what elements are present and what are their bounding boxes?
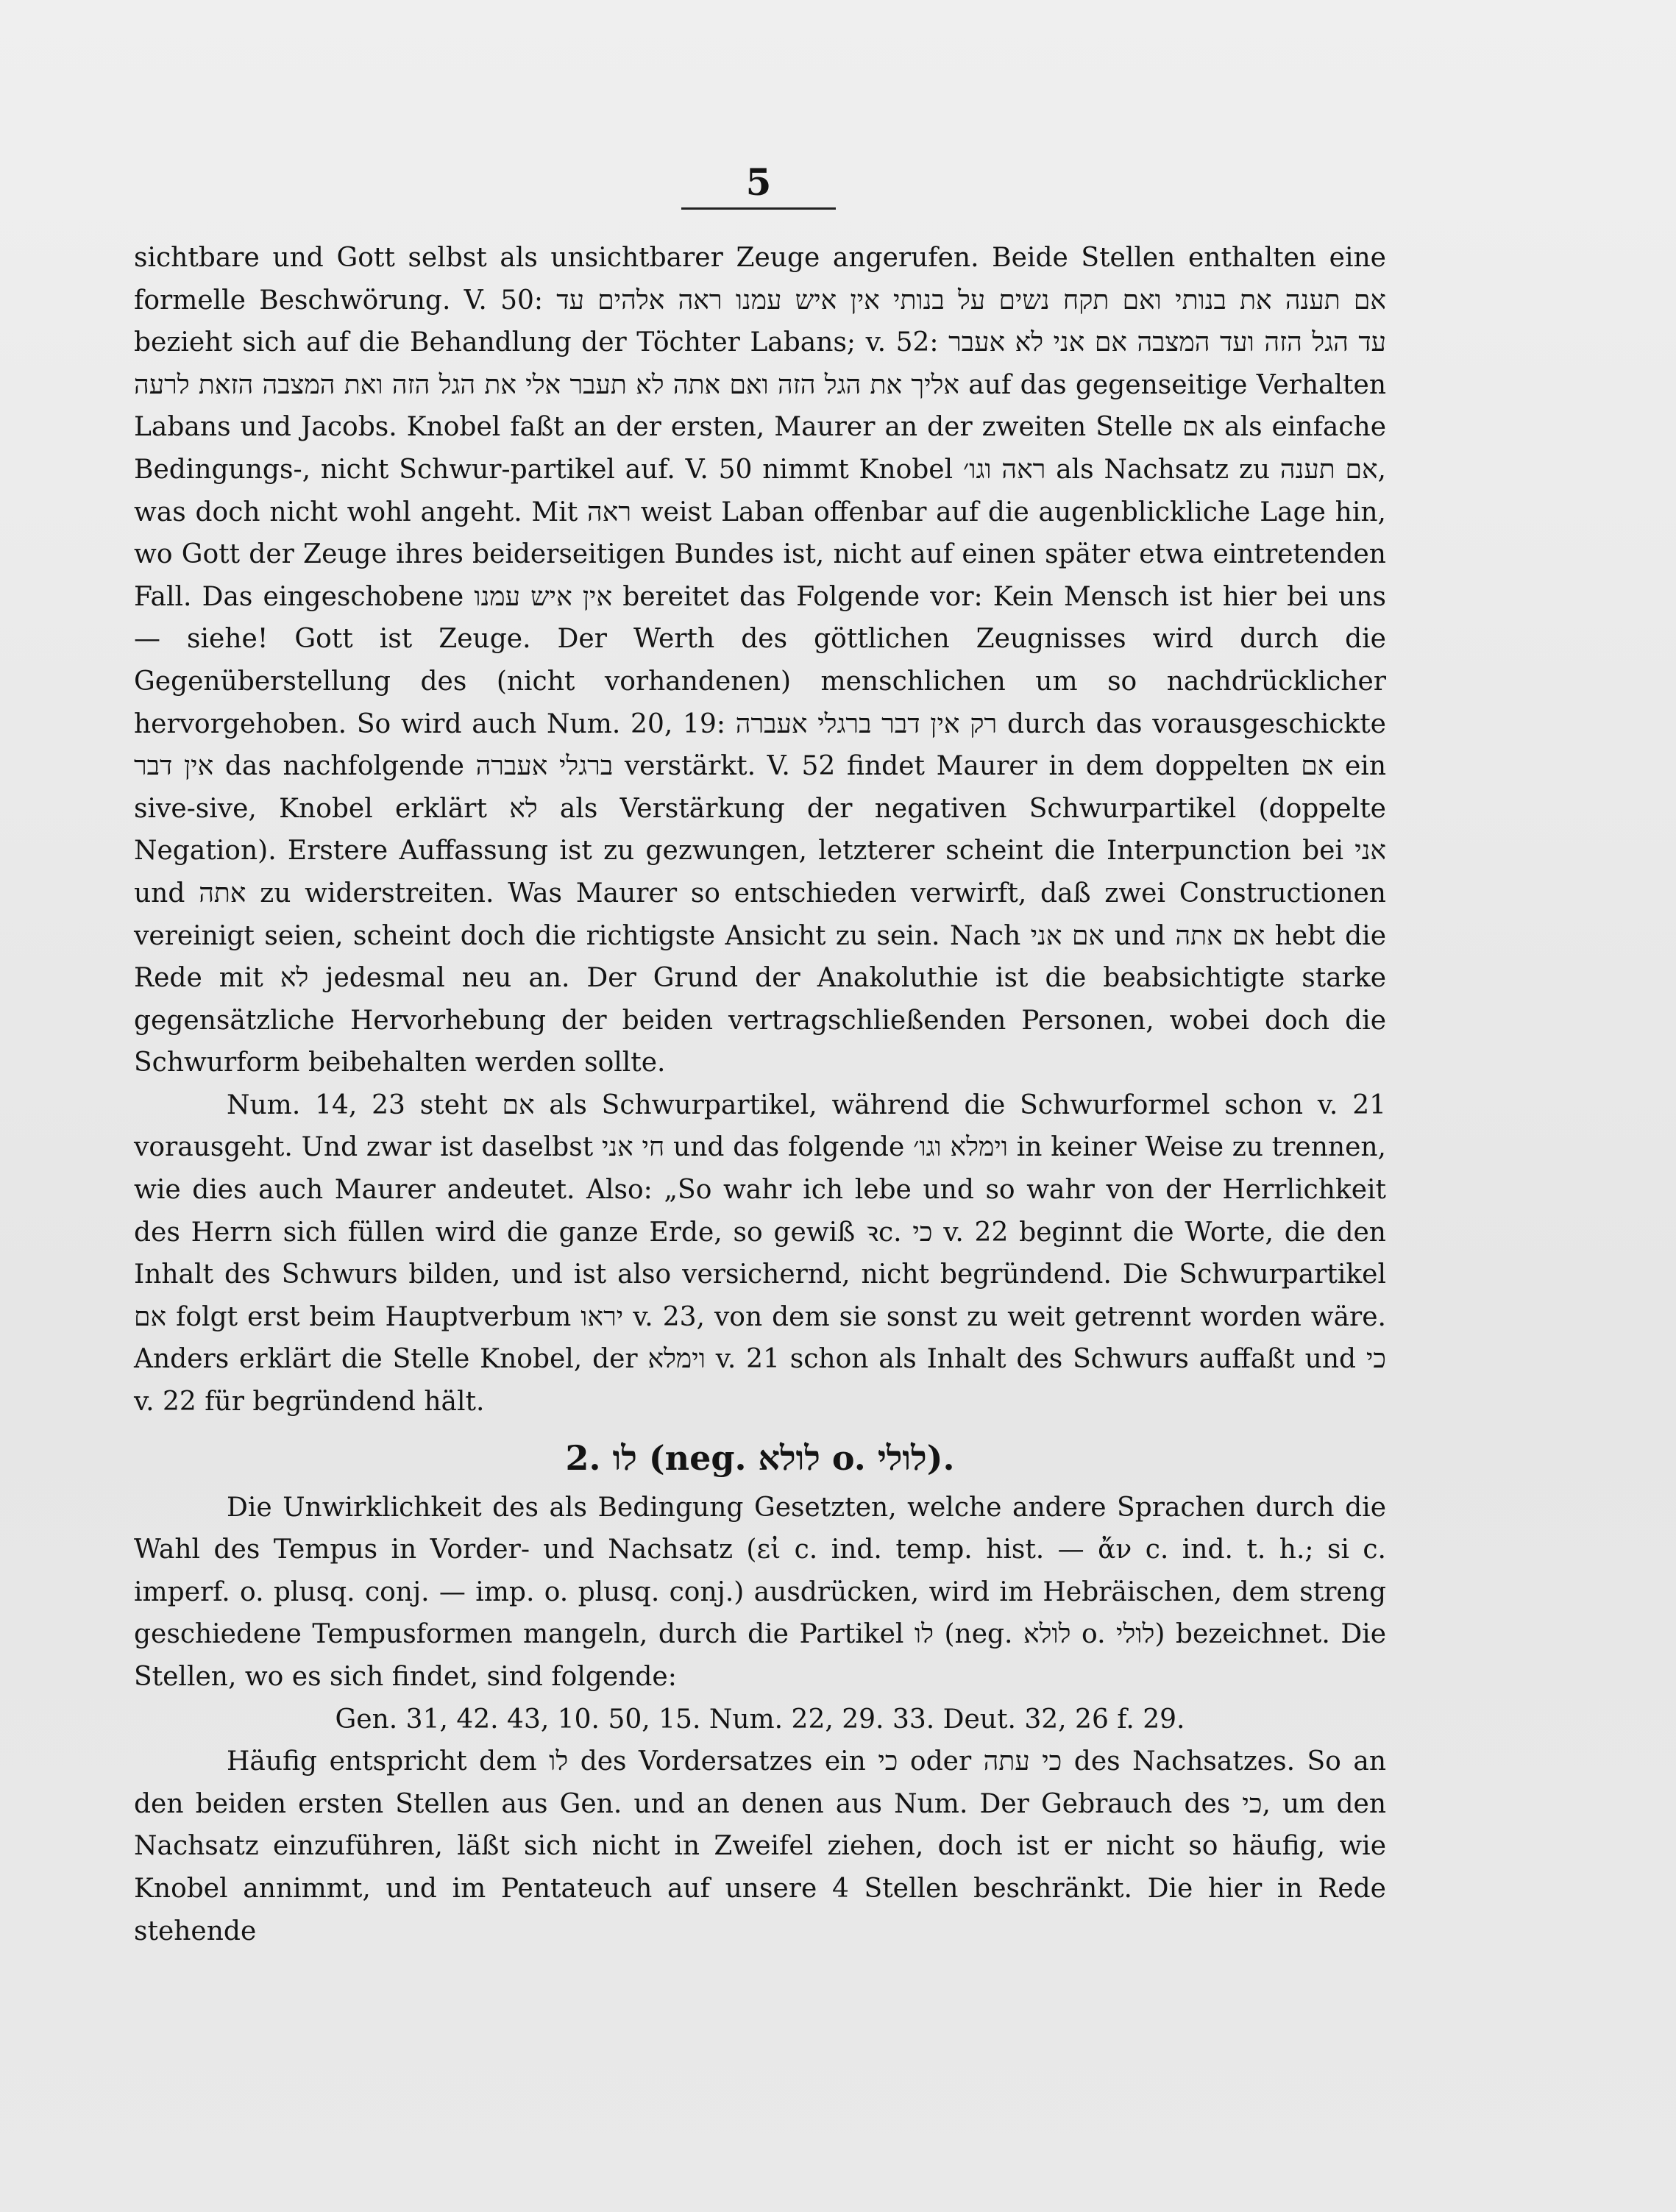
- paragraph-3: Die Unwirklichkeit des als Bedingung Gesetzten, welche andere Sprachen durch die Wahl des Tempus in Vorder- und Nachsatz (εἰ c. ind. temp. hist. — ἄν c. ind. t. h.; si c. imperf. o. plusq. conj. — imp. o. plusq. conj.) ausdrücken, wird im Hebräischen, dem streng geschiedene Tempusformen mangeln, durch die Partikel לו (neg. לולא o. לולי) bezeichnet. Die Stellen, wo es sich findet, sind folgende:: [134, 1492, 1387, 1692]
- page-number-rule: [681, 207, 836, 210]
- page-number: 5: [745, 160, 772, 204]
- paragraph-1: sichtbare und Gott selbst als unsichtbarer Zeuge angerufen. Beide Stellen enthalten eine formelle Beschwörung. V. 50: אם תענה את בנותי ואם תקח נשים על בנותי אין איש עמנו ראה אלהים עד bezieht sich auf die Behandlung der Töchter Labans; v. 52: עד הגל הזה ועד המצבה אם אני לא אעבר אליך את הגל הזה ואם אתה לא תעבר אלי את הגל הזה ואת המצבה הזאת לרעה auf das gegenseitige Verhalten Labans und Jacobs. Knobel faßt an der ersten, Maurer an der zweiten Stelle אם als einfache Bedingungs-, nicht Schwur-partikel auf. V. 50 nimmt Knobel ראה וגו׳ als Nachsatz zu אם תענה, was doch nicht wohl angeht. Mit ראה weist Laban offenbar auf die augenblickliche Lage hin, wo Gott der Zeuge ihres beiderseitigen Bundes ist, nicht auf einen später etwa eintretenden Fall. Das eingeschobene אין איש עמנו bereitet das Folgende vor: Kein Mensch ist hier bei uns — siehe! Gott ist Zeuge. Der Werth des göttlichen Zeugnisses wird durch die Gegenüberstellung des (nicht vorhandenen) menschlichen um so nachdrücklicher hervorgehoben. So wird auch Num. 20, 19: רק אין דבר ברגלי אעברה durch das vorausgeschickte אין דבר das nachfolgende ברגלי אעברה verstärkt. V. 52 findet Maurer in dem doppelten אם ein sive-sive, Knobel erklärt לא als Verstärkung der negativen Schwurpartikel (doppelte Negation). Erstere Auffassung ist zu gezwungen, letzterer scheint die Interpunction bei אני und אתה zu widerstreiten. Was Maurer so entschieden verwirft, daß zwei Constructionen vereinigt seien, scheint doch die richtigste Ansicht zu sein. Nach אם אני und אם אתה hebt die Rede mit לא jedesmal neu an. Der Grund der Anakoluthie ist die beabsichtigte starke gegensätzliche Hervorhebung der beiden vertragschließenden Personen, wobei doch die Schwurform beibehalten werden sollte.: [134, 243, 1387, 1078]
- section-heading: 2. לו (neg. לולא o. לולי).: [565, 1437, 955, 1478]
- references-line: Gen. 31, 42. 43, 10. 50, 15. Num. 22, 29. 33. Deut. 32, 26 f. 29.: [335, 1704, 1185, 1735]
- body-text: [134, 237, 1386, 1952]
- paragraph-4: Häufig entspricht dem לו des Vordersatzes ein כי oder כי עתה des Nachsatzes. So an den beiden ersten Stellen aus Gen. und an denen aus Num. Der Gebrauch des כי, um den Nachsatz einzuführen, läßt sich nicht in Zweifel ziehen, doch ist er nicht so häufig, wie Knobel annimmt, und im Pentateuch auf unsere 4 Stellen beschränkt. Die hier in Rede stehende: [134, 1746, 1387, 1946]
- paragraph-2: Num. 14, 23 steht אם als Schwurpartikel, während die Schwurformel schon v. 21 vorausgeht. Und zwar ist daselbst חי אני und das folgende וימלא וגו׳ in keiner Weise zu trennen, wie dies auch Maurer andeutet. Also: „So wahr ich lebe und so wahr von der Herrlichkeit des Herrn sich füllen wird die ganze Erde, so gewiß ꝛc. כי v. 22 beginnt die Worte, die den Inhalt des Schwurs bilden, und ist also versichernd, nicht begründend. Die Schwurpartikel אם folgt erst beim Hauptverbum יראו v. 23, von dem sie sonst zu weit getrennt worden wäre. Anders erklärt die Stelle Knobel, der וימלא v. 21 schon als Inhalt des Schwurs auffaßt und כי v. 22 für begründend hält.: [134, 1089, 1387, 1418]
